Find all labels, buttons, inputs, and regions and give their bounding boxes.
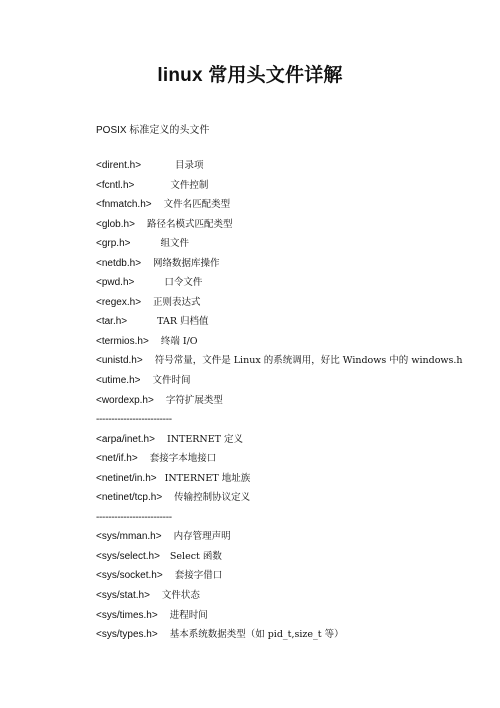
header-file-description: 口令文件 xyxy=(164,277,203,289)
header-file-description: 路径名模式匹配类型 xyxy=(146,218,233,230)
header-file-list xyxy=(96,156,476,645)
header-file-description: 传输控制协议定义 xyxy=(174,492,251,504)
list-item xyxy=(96,156,476,176)
header-file-description: 正则表达式 xyxy=(153,296,201,308)
header-file-name: <unistd.h> xyxy=(96,355,143,367)
header-file-name: <sys/socket.h> xyxy=(96,570,163,582)
header-file-description: 文件时间 xyxy=(152,375,191,387)
header-file-description: 字符扩展类型 xyxy=(165,394,223,406)
separator-line xyxy=(96,410,476,430)
list-item xyxy=(96,293,476,313)
header-file-name: <net/if.h> xyxy=(96,453,138,465)
list-item xyxy=(96,547,476,567)
list-item xyxy=(96,195,476,215)
list-item xyxy=(96,351,476,371)
header-file-name: <sys/types.h> xyxy=(96,629,158,641)
header-file-description: 基本系统数据类型（如 pid_t,size_t 等） xyxy=(169,629,344,641)
list-item xyxy=(96,176,476,196)
header-file-name: <utime.h> xyxy=(96,375,141,387)
header-file-description: 文件名匹配类型 xyxy=(163,199,231,211)
list-item xyxy=(96,625,476,645)
header-file-name: <glob.h> xyxy=(96,218,135,230)
header-file-description: 组文件 xyxy=(160,238,189,250)
header-file-name: <grp.h> xyxy=(96,238,131,250)
header-file-name: <fnmatch.h> xyxy=(96,199,152,211)
list-item xyxy=(96,215,476,235)
header-file-name: <termios.h> xyxy=(96,335,149,347)
header-file-name: <sys/times.h> xyxy=(96,609,158,621)
header-file-name: <fcntl.h> xyxy=(96,179,135,191)
list-item xyxy=(96,469,476,489)
list-item xyxy=(96,254,476,274)
list-item xyxy=(96,586,476,606)
header-file-name: <wordexp.h> xyxy=(96,394,154,406)
list-item xyxy=(96,449,476,469)
list-item xyxy=(96,371,476,391)
header-file-description: 终端 I/O xyxy=(160,335,198,347)
document-subtitle: POSIX 标准定义的头文件 xyxy=(96,125,210,136)
header-file-name: <dirent.h> xyxy=(96,160,142,171)
list-item xyxy=(96,527,476,547)
header-file-description: 目录项 xyxy=(175,160,204,171)
list-item xyxy=(96,391,476,411)
list-item xyxy=(96,488,476,508)
header-file-name: <sys/stat.h> xyxy=(96,590,150,602)
header-file-name: <sys/mman.h> xyxy=(96,531,162,543)
header-file-name: <sys/select.h> xyxy=(96,550,160,562)
header-file-description: Select 函数 xyxy=(169,550,222,562)
header-file-name: <regex.h> xyxy=(96,296,142,308)
header-file-description: 进程时间 xyxy=(169,609,208,621)
header-file-description: 文件控制 xyxy=(170,179,209,191)
list-item xyxy=(96,332,476,352)
header-file-description: INTERNET 定义 xyxy=(166,433,244,445)
header-file-description: 网络数据库操作 xyxy=(153,257,220,269)
list-item xyxy=(96,234,476,254)
header-file-description: 内存管理声明 xyxy=(173,531,231,543)
list-item xyxy=(96,566,476,586)
header-file-description: TAR 归档值 xyxy=(157,316,209,328)
list-item xyxy=(96,312,476,332)
header-file-name: <pwd.h> xyxy=(96,277,135,289)
header-file-description: 套接字本地接口 xyxy=(149,453,217,465)
header-file-name: <tar.h> xyxy=(96,316,128,328)
separator-text: ------------------------- xyxy=(96,511,172,523)
header-file-name: <arpa/inet.h> xyxy=(96,433,155,445)
list-item xyxy=(96,430,476,450)
header-file-description: INTERNET 地址族 xyxy=(164,472,251,484)
document-title: linux 常用头文件详解 xyxy=(157,65,343,86)
header-file-description: 套接字借口 xyxy=(174,570,223,582)
separator-text: ------------------------- xyxy=(96,414,172,426)
separator-line xyxy=(96,508,476,528)
header-file-name: <netdb.h> xyxy=(96,257,142,269)
header-file-description: 符号常量，文件是 Linux 的系统调用，好比 Windows 中的 windows.h xyxy=(154,355,463,367)
list-item xyxy=(96,273,476,293)
list-item xyxy=(96,606,476,626)
header-file-name: <netinet/tcp.h> xyxy=(96,492,163,504)
header-file-name: <netinet/in.h> xyxy=(96,472,157,484)
header-file-description: 文件状态 xyxy=(161,590,200,602)
